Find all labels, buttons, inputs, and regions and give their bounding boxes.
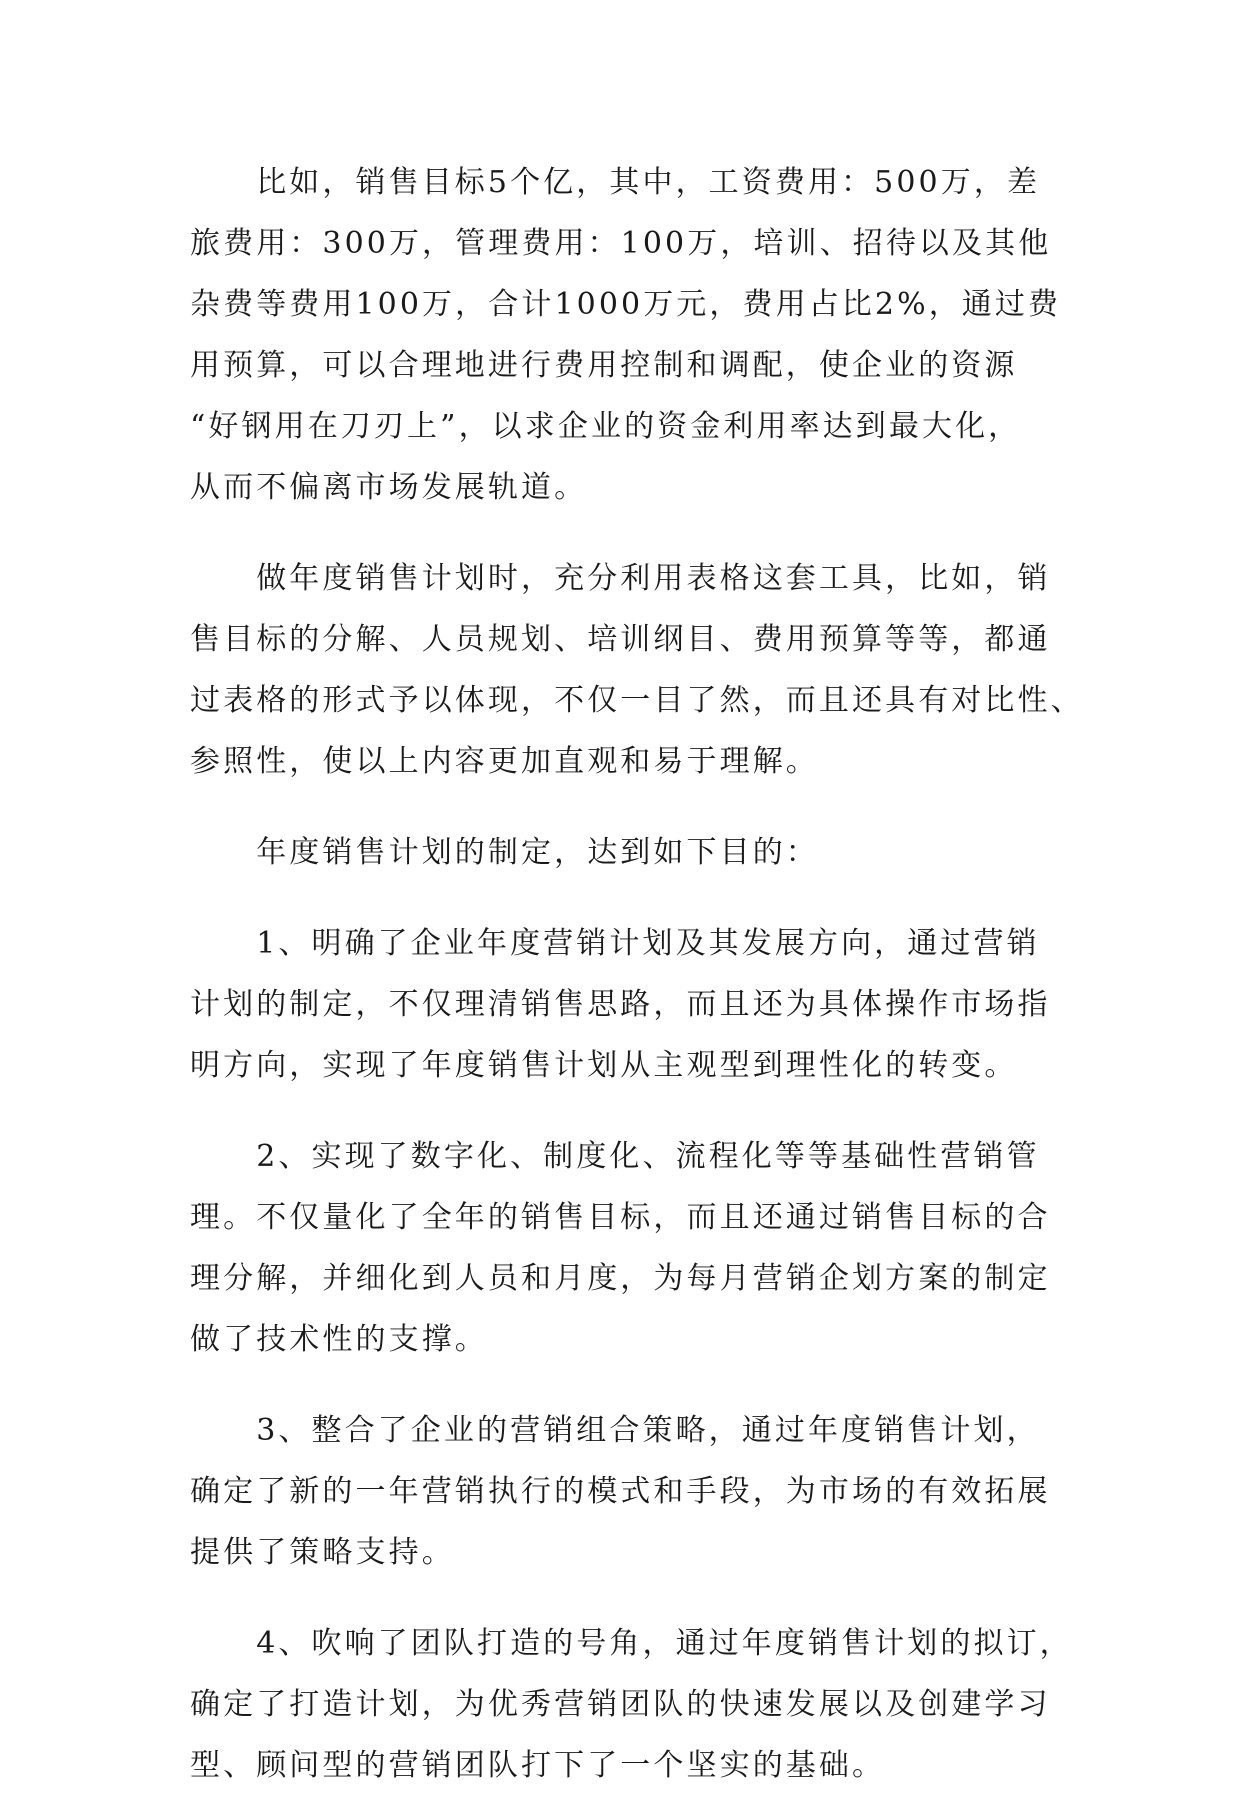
paragraph-line: 售目标的分解、人员规划、培训纲目、费用预算等等，都通 bbox=[190, 622, 1051, 657]
paragraph-line: 比如，销售目标5个亿，其中，工资费用：500万，差 bbox=[190, 165, 1041, 200]
paragraph-line: “好钢用在刀刃上”，以求企业的资金利用率达到最大化， bbox=[190, 409, 1022, 444]
paragraph-line: 杂费等费用100万，合计1000万元，费用占比2%，通过费 bbox=[190, 287, 1062, 322]
document-body bbox=[190, 152, 1084, 1796]
paragraph-line: 计划的制定，不仅理清销售思路，而且还为具体操作市场指 bbox=[190, 987, 1051, 1022]
paragraph-spacing bbox=[190, 792, 1054, 822]
paragraph-4 bbox=[190, 913, 1054, 1096]
paragraph-line: 参照性，使以上内容更加直观和易于理解。 bbox=[190, 744, 819, 779]
paragraph-line: 提供了策略支持。 bbox=[190, 1535, 455, 1570]
paragraph-spacing bbox=[190, 883, 1054, 913]
paragraph-line: 做了技术性的支撑。 bbox=[190, 1322, 488, 1357]
paragraph-2 bbox=[190, 548, 1084, 792]
paragraph-line: 从而不偏离市场发展轨道。 bbox=[190, 470, 588, 505]
paragraph-7 bbox=[190, 1613, 1073, 1796]
paragraph-line: 旅费用：300万，管理费用：100万，培训、招待以及其他 bbox=[190, 226, 1052, 261]
paragraph-line: 用预算，可以合理地进行费用控制和调配，使企业的资源 bbox=[190, 348, 1018, 383]
paragraph-line: 1、明确了企业年度营销计划及其发展方向，通过营销 bbox=[190, 926, 1040, 961]
paragraph-1 bbox=[190, 152, 1062, 518]
paragraph-spacing bbox=[190, 518, 1054, 548]
paragraph-spacing bbox=[190, 1096, 1054, 1126]
paragraph-line: 确定了新的一年营销执行的模式和手段，为市场的有效拓展 bbox=[190, 1474, 1051, 1509]
paragraph-line: 4、吹响了团队打造的号角，通过年度销售计划的拟订， bbox=[190, 1626, 1073, 1661]
paragraph-3 bbox=[190, 822, 1054, 883]
paragraph-spacing bbox=[190, 1370, 1054, 1400]
paragraph-line: 明方向，实现了年度销售计划从主观型到理性化的转变。 bbox=[190, 1048, 1018, 1083]
paragraph-line: 3、整合了企业的营销组合策略，通过年度销售计划， bbox=[190, 1413, 1040, 1448]
paragraph-6 bbox=[190, 1400, 1054, 1583]
paragraph-5 bbox=[190, 1126, 1054, 1370]
paragraph-spacing bbox=[190, 1583, 1054, 1613]
paragraph-line: 年度销售计划的制定，达到如下目的： bbox=[190, 835, 819, 870]
paragraph-line: 做年度销售计划时，充分利用表格这套工具，比如，销 bbox=[190, 561, 1051, 596]
paragraph-line: 理。不仅量化了全年的销售目标，而且还通过销售目标的合 bbox=[190, 1200, 1051, 1235]
paragraph-line: 型、顾问型的营销团队打下了一个坚实的基础。 bbox=[190, 1748, 886, 1783]
paragraph-line: 过表格的形式予以体现，不仅一目了然，而且还具有对比性、 bbox=[190, 683, 1084, 718]
paragraph-line: 2、实现了数字化、制度化、流程化等等基础性营销管 bbox=[190, 1139, 1040, 1174]
paragraph-line: 理分解，并细化到人员和月度，为每月营销企划方案的制定 bbox=[190, 1261, 1051, 1296]
paragraph-line: 确定了打造计划，为优秀营销团队的快速发展以及创建学习 bbox=[190, 1687, 1051, 1722]
